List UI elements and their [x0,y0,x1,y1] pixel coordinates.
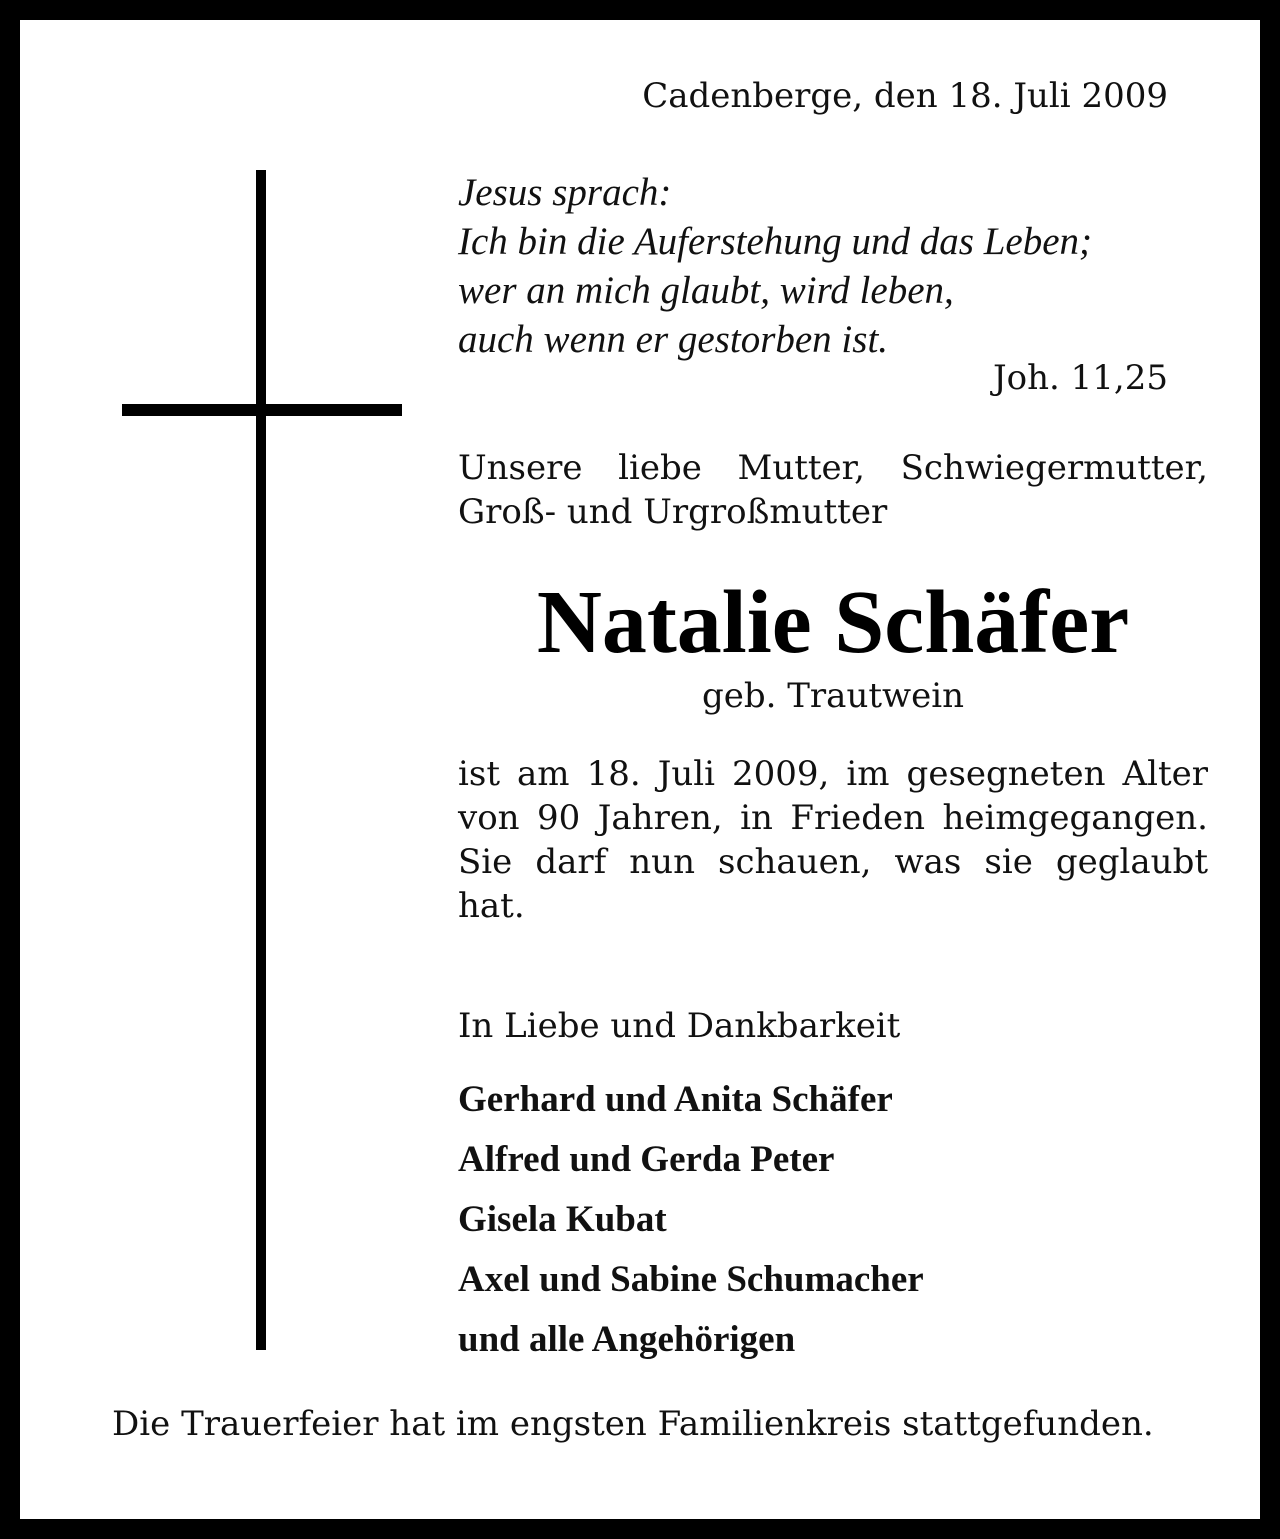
verse-line: wer an mich glaubt, wird leben, [458,269,954,312]
verse-reference: Joh. 11,25 [993,358,1168,398]
cross-vertical-beam [256,170,266,1350]
verse-line: Ich bin die Auferstehung und das Leben; [458,220,1093,263]
bible-verse [458,168,1218,364]
mourners-list [458,1070,924,1370]
mourner-entry: Axel und Sabine Schumacher [458,1259,924,1300]
death-message: ist am 18. Juli 2009, im gesegneten Alter von 90 Jahren, in Frieden heimgegangen. Sie darf nun schauen, was sie geglaubt hat. [458,754,1208,926]
mourner-entry: Gisela Kubat [458,1199,667,1240]
intro-text: Unsere liebe Mutter, Schwiegermutter, Groß- und Urgroßmutter [458,448,1208,532]
closing-line: In Liebe und Dankbarkeit [458,1006,901,1046]
mourner-entry: Gerhard und Anita Schäfer [458,1079,893,1120]
cross-horizontal-beam [122,404,402,416]
mourner-entry: Alfred und Gerda Peter [458,1139,835,1180]
funeral-note: Die Trauerfeier hat im engsten Familienkreis stattgefunden. [112,1404,1154,1444]
deceased-name: Natalie Schäfer [536,573,1130,672]
verse-line: auch wenn er gestorben ist. [458,318,889,361]
maiden-name: geb. Trautwein [701,676,965,716]
place-date: Cadenberge, den 18. Juli 2009 [642,76,1168,116]
mourner-entry: und alle Angehörigen [458,1319,796,1360]
verse-line: Jesus sprach: [458,171,672,214]
